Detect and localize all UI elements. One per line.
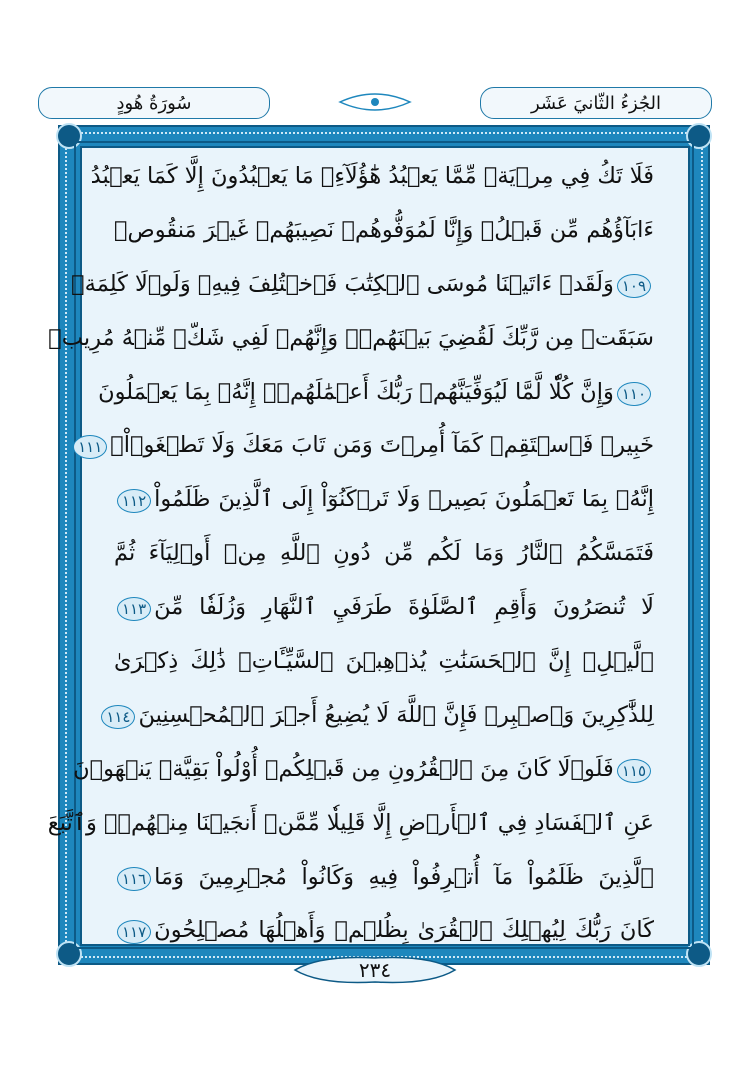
line-text: لِلذَّٰكِرِينَ وَٱصۡبِرۡ فَإِنَّ ٱللَّهَ لَا يُضِيعُ أَجۡرَ ٱلۡمُحۡسِنِينَ xyxy=(138,701,654,728)
corner-ornament-icon xyxy=(56,123,82,149)
corner-ornament-icon xyxy=(56,941,82,967)
verse-number-109: ١٠٩ xyxy=(617,274,651,298)
text-line xyxy=(114,904,654,958)
text-line xyxy=(90,150,654,204)
text-line xyxy=(98,366,654,420)
verse-number-110: ١١٠ xyxy=(617,382,651,406)
juz-name-header xyxy=(480,87,712,119)
line-text: كَانَ رَبُّكَ لِيُهۡلِكَ ٱلۡقُرَىٰ بِظُلۡمٖ وَأَهۡلُهَا مُصۡلِحُونَ xyxy=(154,917,654,944)
quran-text xyxy=(47,150,654,958)
line-text: ٱلَّذِينَ ظَلَمُواْ مَآ أُتۡرِفُواْ فِيهِ وَكَانُواْ مُجۡرِمِينَ وَمَا xyxy=(154,863,654,890)
text-line xyxy=(114,527,654,581)
line-text: وَإِنَّ كُلّٗا لَّمَّا لَيُوَفِّيَنَّهُمۡ رَبُّكَ أَعۡمَٰلَهُمۡۚ إِنَّهُۥ بِمَا يَعۡمَلُونَ xyxy=(98,378,614,405)
text-line xyxy=(114,851,654,905)
line-text: فَلَوۡلَا كَانَ مِنَ ٱلۡقُرُونِ مِن قَبۡلِكُمۡ أُوْلُواْ بَقِيَّةٖ يَنۡهَوۡنَ xyxy=(73,755,614,782)
text-line xyxy=(114,635,654,689)
verse-number-115: ١١٥ xyxy=(617,759,651,783)
line-text: وَلَقَدۡ ءَاتَيۡنَا مُوسَى ٱلۡكِتَٰبَ فَٱخۡتُلِفَ فِيهِۚ وَلَوۡلَا كَلِمَةٞ xyxy=(71,270,614,297)
text-line xyxy=(48,312,654,366)
verse-number-112: ١١٢ xyxy=(117,489,151,513)
line-text: سَبَقَتۡ مِن رَّبِّكَ لَقُضِيَ بَيۡنَهُمۡۚ وَإِنَّهُمۡ لَفِي شَكّٖ مِّنۡهُ مُرِيبٖ xyxy=(48,324,654,351)
surah-name: سُورَةُ هُودٍ xyxy=(116,92,192,114)
line-text: ٱلَّيۡلِۚ إِنَّ ٱلۡحَسَنَٰتِ يُذۡهِبۡنَ ٱلسَّيِّـَٔاتِۚ ذَٰلِكَ ذِكۡرَىٰ xyxy=(114,648,654,675)
text-line xyxy=(73,743,654,797)
header-ornament-icon xyxy=(330,84,420,120)
line-text: فَتَمَسَّكُمُ ٱلنَّارُ وَمَا لَكُم مِّن دُونِ ٱللَّهِ مِنۡ أَوۡلِيَآءَ ثُمَّ xyxy=(114,540,654,567)
text-line xyxy=(78,419,654,473)
surah-name-header xyxy=(38,87,270,119)
text-line xyxy=(71,258,654,312)
text-line xyxy=(106,689,654,743)
verse-number-117: ١١٧ xyxy=(117,920,151,944)
line-text: فَلَا تَكُ فِي مِرۡيَةٖ مِّمَّا يَعۡبُدُ هَٰٓؤُلَآءِۚ مَا يَعۡبُدُونَ إِلَّا كَمَا يَعۡبُدُ xyxy=(90,163,654,189)
line-text: لَا تُنصَرُونَ وَأَقِمِ ٱلصَّلَوٰةَ طَرَفَيِ ٱلنَّهَارِ وَزُلَفٗا مِّنَ xyxy=(154,594,654,621)
line-text: عَنِ ٱلۡفَسَادِ فِي ٱلۡأَرۡضِ إِلَّا قَلِيلٗا مِّمَّنۡ أَنجَيۡنَا مِنۡهُمۡۗ وَٱتَّبَعَ xyxy=(47,809,654,836)
verse-number-113: ١١٣ xyxy=(117,597,151,621)
verse-number-116: ١١٦ xyxy=(117,867,151,891)
verse-number-114: ١١٤ xyxy=(101,705,135,729)
text-line xyxy=(47,797,654,851)
line-text: ءَابَآؤُهُم مِّن قَبۡلُۚ وَإِنَّا لَمُوَفُّوهُمۡ نَصِيبَهُمۡ غَيۡرَ مَنقُوصٖ xyxy=(114,216,654,243)
page-number: ٢٣٤ xyxy=(358,958,392,982)
line-text: إِنَّهُۥ بِمَا تَعۡمَلُونَ بَصِيرٞ وَلَا تَرۡكَنُوٓاْ إِلَى ٱلَّذِينَ ظَلَمُواْ xyxy=(154,486,654,513)
line-text: خَبِيرٞ فَٱسۡتَقِمۡ كَمَآ أُمِرۡتَ وَمَن تَابَ مَعَكَ وَلَا تَطۡغَوۡاْۚ xyxy=(110,432,654,459)
page-number-box xyxy=(290,955,460,985)
verse-number-111: ١١١ xyxy=(73,435,107,459)
text-line xyxy=(114,581,654,635)
juz-name: الجُزءُ الثّانيَ عَشَر xyxy=(530,92,662,114)
text-line xyxy=(114,473,654,527)
text-line xyxy=(114,204,654,258)
